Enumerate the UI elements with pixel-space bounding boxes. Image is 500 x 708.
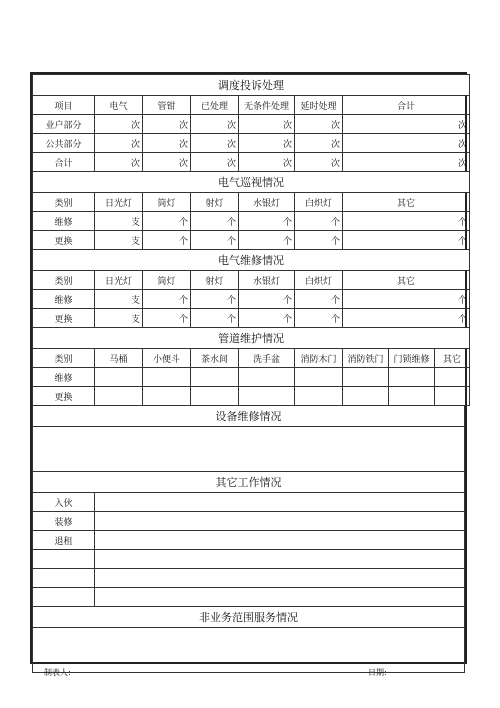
row-label: 入伙 bbox=[33, 493, 95, 512]
header-cell: 管钳 bbox=[143, 96, 191, 115]
header-cell: 延时处理 bbox=[295, 96, 343, 115]
blank-cell[interactable] bbox=[143, 368, 191, 387]
row-label bbox=[33, 588, 95, 607]
blank-cell[interactable] bbox=[95, 387, 143, 406]
section-title-patrol: 电气巡视情况 bbox=[33, 172, 470, 193]
header-cell: 合计 bbox=[343, 96, 470, 115]
unit-cell[interactable]: 个 bbox=[239, 212, 295, 231]
section-title-other: 其它工作情况 bbox=[33, 472, 465, 493]
unit-cell[interactable]: 个 bbox=[143, 309, 191, 328]
blank-cell[interactable] bbox=[191, 387, 239, 406]
unit-cell[interactable]: 次 bbox=[95, 115, 143, 134]
row-label: 更换 bbox=[33, 309, 95, 328]
unit-cell[interactable]: 个 bbox=[295, 212, 343, 231]
table-row bbox=[33, 512, 465, 531]
blank-cell[interactable] bbox=[295, 387, 343, 406]
blank-cell[interactable] bbox=[435, 368, 470, 387]
unit-cell[interactable]: 次 bbox=[295, 115, 343, 134]
blank-cell[interactable] bbox=[389, 387, 435, 406]
lower-table bbox=[32, 405, 465, 673]
table-row bbox=[33, 134, 470, 153]
unit-cell[interactable]: 支 bbox=[95, 309, 143, 328]
unit-cell[interactable]: 个 bbox=[343, 231, 470, 250]
unit-cell[interactable]: 次 bbox=[143, 115, 191, 134]
header-cell: 射灯 bbox=[191, 193, 239, 212]
table-row bbox=[33, 309, 470, 328]
nonbusiness-notes-area[interactable] bbox=[33, 628, 465, 673]
unit-cell[interactable]: 次 bbox=[191, 153, 239, 172]
table-row bbox=[33, 231, 470, 250]
unit-cell[interactable]: 次 bbox=[295, 153, 343, 172]
unit-cell[interactable]: 次 bbox=[143, 134, 191, 153]
section-title-dispatch: 调度投诉处理 bbox=[33, 75, 470, 96]
blank-cell[interactable] bbox=[95, 531, 465, 550]
blank-cell[interactable] bbox=[95, 368, 143, 387]
table-row bbox=[33, 493, 465, 512]
unit-cell[interactable]: 个 bbox=[295, 309, 343, 328]
header-cell: 洗手盆 bbox=[239, 349, 295, 368]
blank-cell[interactable] bbox=[239, 387, 295, 406]
blank-cell[interactable] bbox=[295, 368, 343, 387]
unit-cell[interactable]: 次 bbox=[95, 134, 143, 153]
row-label: 维修 bbox=[33, 368, 95, 387]
row-label: 业户部分 bbox=[33, 115, 95, 134]
header-cell: 类别 bbox=[33, 349, 95, 368]
table-row bbox=[33, 588, 465, 607]
form-table bbox=[32, 74, 470, 328]
unit-cell[interactable]: 个 bbox=[239, 309, 295, 328]
unit-cell[interactable]: 个 bbox=[239, 290, 295, 309]
blank-cell[interactable] bbox=[343, 368, 389, 387]
row-label: 公共部分 bbox=[33, 134, 95, 153]
blank-cell[interactable] bbox=[95, 493, 465, 512]
unit-cell[interactable]: 次 bbox=[95, 153, 143, 172]
unit-cell[interactable]: 次 bbox=[343, 134, 470, 153]
header-cell: 马桶 bbox=[95, 349, 143, 368]
unit-cell[interactable]: 个 bbox=[143, 231, 191, 250]
header-cell: 水银灯 bbox=[239, 193, 295, 212]
unit-cell[interactable]: 支 bbox=[95, 212, 143, 231]
blank-cell[interactable] bbox=[143, 387, 191, 406]
table-row bbox=[33, 550, 465, 569]
unit-cell[interactable]: 次 bbox=[239, 134, 295, 153]
table-row bbox=[33, 387, 470, 406]
section-title-repair: 电气维修情况 bbox=[33, 250, 470, 271]
header-cell: 筒灯 bbox=[143, 271, 191, 290]
section-title-nonbusiness: 非业务范围服务情况 bbox=[33, 607, 465, 628]
blank-cell[interactable] bbox=[191, 368, 239, 387]
header-cell: 消防木门 bbox=[295, 349, 343, 368]
row-label: 更换 bbox=[33, 231, 95, 250]
section-title-pipe: 管道维护情况 bbox=[33, 328, 470, 349]
unit-cell[interactable]: 个 bbox=[295, 290, 343, 309]
header-cell: 电气 bbox=[95, 96, 143, 115]
unit-cell[interactable]: 个 bbox=[343, 212, 470, 231]
blank-cell[interactable] bbox=[95, 588, 465, 607]
header-cell: 其它 bbox=[435, 349, 470, 368]
unit-cell[interactable]: 次 bbox=[143, 153, 191, 172]
header-cell: 其它 bbox=[343, 271, 470, 290]
header-cell: 筒灯 bbox=[143, 193, 191, 212]
header-cell: 类别 bbox=[33, 193, 95, 212]
table-row bbox=[33, 115, 470, 134]
header-cell: 日光灯 bbox=[95, 193, 143, 212]
row-label bbox=[33, 569, 95, 588]
table-row bbox=[33, 368, 470, 387]
header-cell: 项目 bbox=[33, 96, 95, 115]
unit-cell[interactable]: 支 bbox=[95, 290, 143, 309]
unit-cell[interactable]: 次 bbox=[295, 134, 343, 153]
header-cell: 日光灯 bbox=[95, 271, 143, 290]
header-cell: 类别 bbox=[33, 271, 95, 290]
header-cell: 无条件处理 bbox=[239, 96, 295, 115]
row-label: 退租 bbox=[33, 531, 95, 550]
equipment-notes-area[interactable] bbox=[33, 427, 465, 472]
table-row bbox=[33, 290, 470, 309]
unit-cell[interactable]: 次 bbox=[239, 115, 295, 134]
header-cell: 小便斗 bbox=[143, 349, 191, 368]
header-cell: 已处理 bbox=[191, 96, 239, 115]
unit-cell[interactable]: 个 bbox=[143, 212, 191, 231]
table-row bbox=[33, 153, 470, 172]
blank-cell[interactable] bbox=[389, 368, 435, 387]
unit-cell[interactable]: 支 bbox=[95, 231, 143, 250]
blank-cell[interactable] bbox=[239, 368, 295, 387]
header-cell: 射灯 bbox=[191, 271, 239, 290]
unit-cell[interactable]: 个 bbox=[343, 290, 470, 309]
header-cell: 消防铁门 bbox=[343, 349, 389, 368]
blank-cell[interactable] bbox=[95, 550, 465, 569]
unit-cell[interactable]: 个 bbox=[191, 290, 239, 309]
row-label: 更换 bbox=[33, 387, 95, 406]
unit-cell[interactable]: 个 bbox=[143, 290, 191, 309]
row-label: 维修 bbox=[33, 290, 95, 309]
table-row bbox=[33, 531, 465, 550]
unit-cell[interactable]: 个 bbox=[191, 309, 239, 328]
header-cell: 白炽灯 bbox=[295, 193, 343, 212]
unit-cell[interactable]: 个 bbox=[295, 231, 343, 250]
row-label: 装修 bbox=[33, 512, 95, 531]
header-cell: 茶水间 bbox=[191, 349, 239, 368]
unit-cell[interactable]: 个 bbox=[191, 212, 239, 231]
unit-cell[interactable]: 次 bbox=[191, 134, 239, 153]
unit-cell[interactable]: 个 bbox=[239, 231, 295, 250]
unit-cell[interactable]: 个 bbox=[343, 309, 470, 328]
blank-cell[interactable] bbox=[343, 387, 389, 406]
unit-cell[interactable]: 个 bbox=[191, 231, 239, 250]
pipe-table bbox=[32, 327, 470, 406]
unit-cell[interactable]: 次 bbox=[239, 153, 295, 172]
section-title-equipment: 设备维修情况 bbox=[33, 406, 465, 427]
blank-cell[interactable] bbox=[435, 387, 470, 406]
report-form bbox=[30, 72, 467, 664]
header-cell: 白炽灯 bbox=[295, 271, 343, 290]
maker-label: 制表人: bbox=[44, 668, 71, 677]
unit-cell[interactable]: 次 bbox=[343, 153, 470, 172]
row-label: 维修 bbox=[33, 212, 95, 231]
table-row bbox=[33, 569, 465, 588]
table-row bbox=[33, 212, 470, 231]
header-cell: 水银灯 bbox=[239, 271, 295, 290]
blank-cell[interactable] bbox=[95, 569, 465, 588]
unit-cell[interactable]: 次 bbox=[191, 115, 239, 134]
blank-cell[interactable] bbox=[95, 512, 465, 531]
header-cell: 门锁维修 bbox=[389, 349, 435, 368]
row-label: 合计 bbox=[33, 153, 95, 172]
header-cell: 其它 bbox=[343, 193, 470, 212]
unit-cell[interactable]: 次 bbox=[343, 115, 470, 134]
date-label: 日期: bbox=[368, 668, 387, 677]
row-label bbox=[33, 550, 95, 569]
